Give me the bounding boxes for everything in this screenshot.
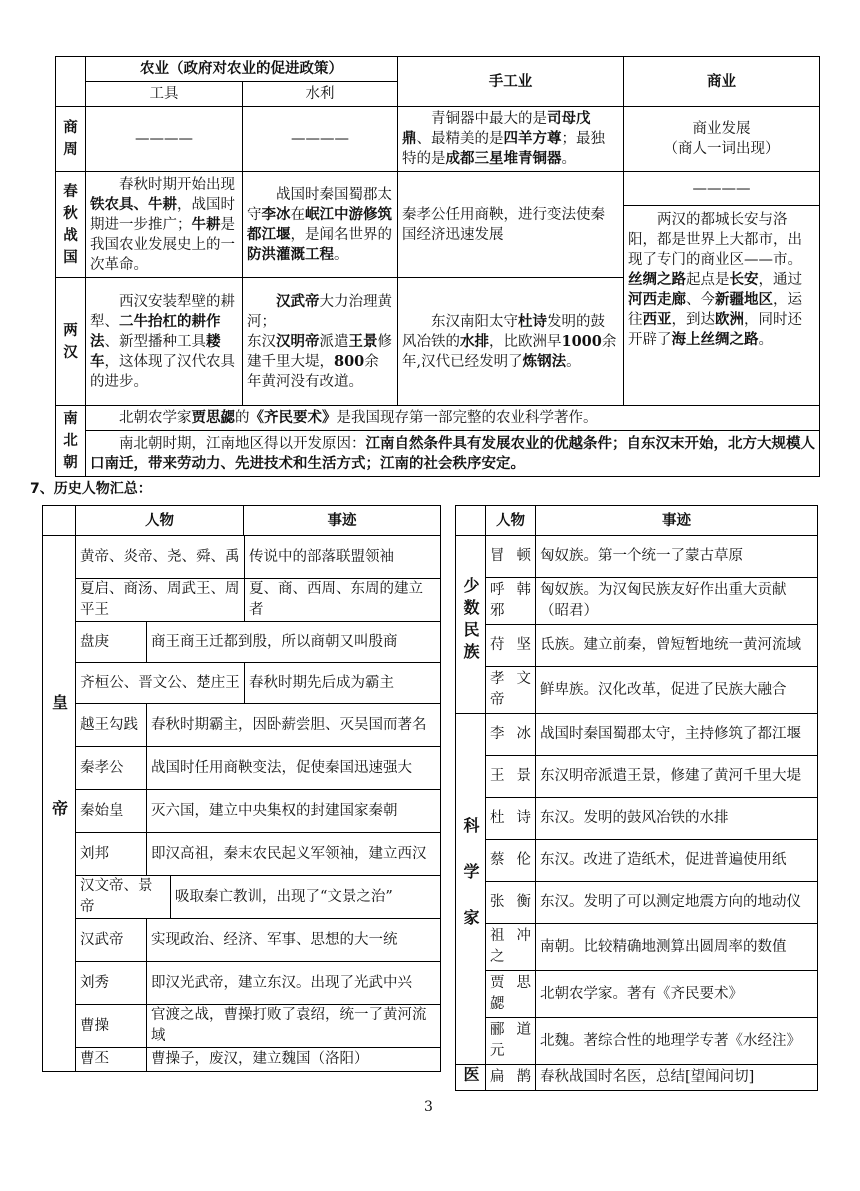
person-name: 汉武帝 [76,919,147,961]
table-row [43,579,441,622]
person-deed: 东汉。发明的鼓风冶铁的水排 [536,798,818,840]
figures-table [455,505,818,1091]
group-label-text: 医 [461,1066,480,1082]
person-deed: 夏、商、西周、东周的建立者 [249,581,423,618]
corner-cell [56,57,86,107]
corner-cell [43,506,76,536]
table-row [456,714,818,756]
person-deed: 氐族。建立前秦，曾短暂地统一黄河流域 [536,625,818,667]
person-name: 刘秀 [76,962,147,1004]
table-row [456,756,818,798]
person-cell [76,663,441,704]
person-name: 杜诗 [486,798,536,840]
cell-tools: ———— [86,107,243,172]
person-deed: 东汉。发明了可以测定地震方向的地动仪 [536,882,818,924]
group-label-minority [456,536,486,714]
row-label-shang-zhou: 商周 [56,107,86,172]
header-water: 水利 [243,82,398,107]
table-row [43,1048,441,1072]
person-deed: 南朝。比较精确地测算出圆周率的数值 [536,924,818,971]
person-deed: 匈奴族。为汉匈民族友好作出重大贡献（昭君） [536,578,818,625]
header-deed: 事迹 [244,506,441,536]
table-row [456,924,818,971]
person-cell [76,622,441,663]
table-row [456,798,818,840]
person-name: 扁鹊 [486,1065,536,1091]
row-shang-zhou [56,107,820,172]
table-row [456,667,818,714]
table-row [43,536,441,579]
header-tools: 工具 [86,82,243,107]
table-row [43,962,441,1005]
table-row [43,790,441,833]
person-deed: 鲜卑族。汉化改革，促进了民族大融合 [536,667,818,714]
table-row [43,833,441,876]
person-deed: 传说中的部落联盟领袖 [249,548,394,565]
person-name: 李冰 [486,714,536,756]
person-cell [76,1048,441,1072]
person-deed: 春秋时期霸主，因卧薪尝胆、灭吴国而著名 [151,716,427,733]
person-deed: 即汉高祖，秦末农民起义军领袖，建立西汉 [151,845,427,862]
person-name: 曹丕 [76,1048,147,1071]
person-cell [76,790,441,833]
corner-cell [456,506,486,536]
person-cell [76,919,441,962]
economy-table [55,56,820,477]
header-deed: 事迹 [536,506,818,536]
person-deed: 实现政治、经济、军事、思想的大一统 [151,931,398,948]
cell-craft: 秦孝公任用商鞅，进行变法使秦国经济迅速发展 [398,172,624,278]
table-row [43,622,441,663]
group-label-emperor [43,536,76,1072]
group-label-science [456,714,486,1065]
cell-water: 战国时秦国蜀郡太守李冰在岷江中游修筑都江堰，是闻名世界的防洪灌溉工程。 [243,172,398,278]
person-name: 刘邦 [76,833,147,875]
group-label-text: 皇帝 [49,694,69,906]
person-deed: 匈奴族。第一个统一了蒙古草原 [536,536,818,578]
table-row [43,876,441,919]
person-deed: 官渡之战，曹操打败了袁绍，统一了黄河流域 [151,1007,427,1044]
cell-tools: 西汉安装犁壁的耕犁、二牛抬杠的耕作法、新型播种工具耧车，这体现了汉代农具的进步。 [86,278,243,406]
group-label-medic [456,1065,486,1091]
person-name: 夏启、商汤、周武王、周平王 [76,579,245,621]
section-heading: 7、历史人物汇总： [30,481,152,497]
person-deed: 灭六国，建立中央集权的封建国家秦朝 [151,802,398,819]
table-row [456,1065,818,1091]
person-cell [76,1005,441,1048]
person-cell [76,747,441,790]
table-row [456,1018,818,1065]
person-deed: 战国时秦国蜀郡太守，主持修筑了都江堰 [536,714,818,756]
person-deed: 春秋战国时名医，总结[望闻问切] [536,1065,818,1091]
person-deed: 春秋时期先后成为霸主 [249,674,394,691]
person-name: 曹操 [76,1005,147,1047]
cell-commerce: ———— [624,172,820,206]
person-cell [76,962,441,1005]
person-name: 孝文帝 [486,667,536,714]
person-deed: 东汉。改进了造纸术，促进普遍使用纸 [536,840,818,882]
cell-nanbei-line2: 南北朝时期，江南地区得以开发原因：江南自然条件具有发展农业的优越条件；自东汉末开始，北方大规模人口南迁，带来劳动力、先进技术和生活方式；江南的社会秩序安定。 [86,431,820,477]
person-name: 呼韩邪 [486,578,536,625]
person-name: 越王勾践 [76,704,147,746]
person-cell [76,536,441,579]
person-name: 苻坚 [486,625,536,667]
person-name: 汉文帝、景帝 [76,876,171,918]
person-cell [76,704,441,747]
emperors-table [42,505,441,1072]
person-name: 齐桓公、晋文公、楚庄王 [76,663,245,703]
cell-water: 汉武帝大力治理黄河； 东汉汉明帝派遣王景修建千里大堤，800余年黄河没有改道。 [243,278,398,406]
person-cell [76,579,441,622]
table-row [43,747,441,790]
person-cell [76,876,441,919]
row-chunqiu [56,172,820,206]
header-agriculture: 农业（政府对农业的促进政策） [86,57,398,82]
table-row [456,882,818,924]
table-row [456,536,818,578]
table-row [43,663,441,704]
header-handicraft: 手工业 [398,57,624,107]
cell-tools: 春秋时期开始出现铁农具、牛耕，战国时期进一步推广；牛耕是我国农业发展史上的一次革命。 [86,172,243,278]
row-label-han: 两汉 [56,278,86,406]
cell-craft: 青铜器中最大的是司母戊鼎、最精美的是四羊方尊；最独特的是成都三星堆青铜器。 [398,107,624,172]
person-name: 冒顿 [486,536,536,578]
cell-commerce-han: 两汉的都城长安与洛阳，都是世界上大都市，出现了专门的商业区——市。 丝绸之路起点是长安，通过河西走廊、今新疆地区，运往西亚，到达欧洲，同时还开辟了海上丝绸之路。 [624,206,820,406]
row-label-chunqiu: 春秋战国 [56,172,86,278]
table-row [456,625,818,667]
header-person: 人物 [76,506,244,536]
person-name: 秦孝公 [76,747,147,789]
cell-water: ———— [243,107,398,172]
row-label-nanbei: 南北朝 [56,406,86,477]
cell-craft: 东汉南阳太守杜诗发明的鼓风冶铁的水排，比欧洲早1000余年,汉代已经发明了炼钢法。 [398,278,624,406]
person-deed: 东汉明帝派遣王景，修建了黄河千里大堤 [536,756,818,798]
table-row [43,704,441,747]
person-name: 贾思勰 [486,971,536,1018]
person-name: 王景 [486,756,536,798]
cell-commerce: 商业发展 （商人一词出现） [624,107,820,172]
table-row [456,840,818,882]
person-name: 盘庚 [76,622,147,662]
person-deed: 战国时任用商鞅变法，促使秦国迅速强大 [151,759,412,776]
cell-nanbei-line1: 北朝农学家贾思勰的《齐民要术》是我国现存第一部完整的农业科学著作。 [86,406,820,431]
table-row [456,971,818,1018]
row-nanbei [56,406,820,431]
group-label-text: 科学家 [461,816,480,955]
table-row [43,1005,441,1048]
person-deed: 吸取秦亡教训，出现了“文景之治” [175,888,393,905]
table-row [43,919,441,962]
person-name: 郦道元 [486,1018,536,1065]
person-deed: 北魏。著综合性的地理学专著《水经注》 [536,1018,818,1065]
person-name: 蔡伦 [486,840,536,882]
person-name: 张衡 [486,882,536,924]
person-name: 祖冲之 [486,924,536,971]
person-cell [76,833,441,876]
person-deed: 商王商王迁都到殷，所以商朝又叫殷商 [151,633,398,650]
table-row [456,578,818,625]
person-deed: 曹操子，废汉，建立魏国（洛阳） [151,1051,369,1067]
person-deed: 北朝农学家。著有《齐民要术》 [536,971,818,1018]
header-person: 人物 [486,506,536,536]
page-number: 3 [424,1099,433,1115]
person-name: 秦始皇 [76,790,147,832]
group-label-text: 少数民族 [461,577,480,665]
person-name: 黄帝、炎帝、尧、舜、禹 [76,536,245,578]
header-commerce: 商业 [624,57,820,107]
person-deed: 即汉光武帝，建立东汉。出现了光武中兴 [151,974,412,991]
